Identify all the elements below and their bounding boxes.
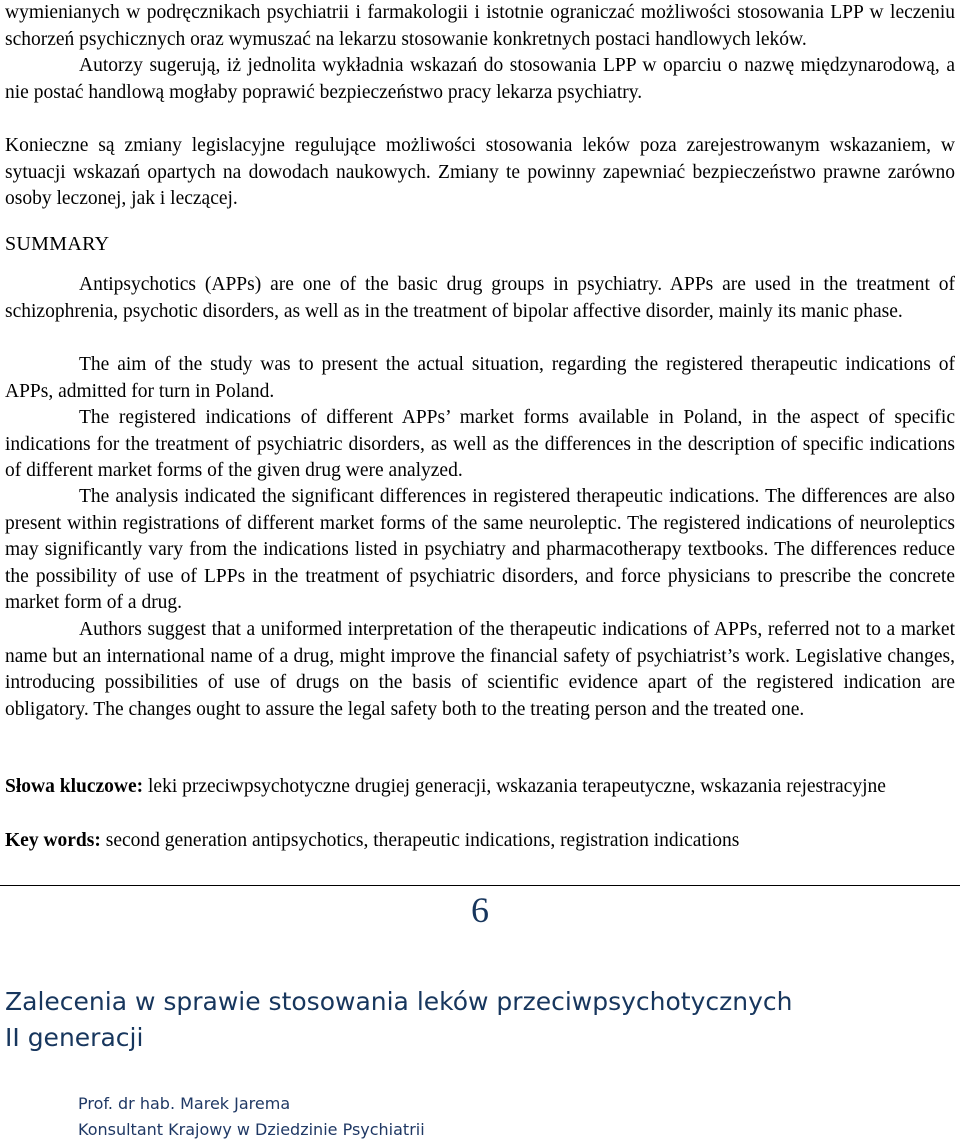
polish-paragraph-authors: Autorzy sugerują, iż jednolita wykładnia wskazań do stosowania LPP w oparciu o nazwę międzynarodową, a nie postać handlową mogłaby poprawić bezpieczeństwo pracy lekarza psychiatry. <box>5 55 955 103</box>
summary-paragraph-4: The analysis indicated the significant differences in registered therapeutic indications. The differences are also present within registrations of different market forms of the same neuroleptic. The registered indications of neuroleptics may significantly vary from the indications listed in psychiatry and pharmacotherapy textbooks. The differences reduce the possibility of use of LPPs in the treatment of psychiatric disorders, and force physicians to prescribe the concrete market form of a drug. <box>5 486 955 614</box>
author-name: Prof. dr hab. Marek Jarema <box>78 1094 291 1113</box>
keywords-polish-label: Słowa kluczowe: <box>5 776 144 797</box>
next-document-title-line-1: Zalecenia w sprawie stosowania leków przeciwpsychotycznych <box>5 987 793 1016</box>
keywords-english <box>5 828 955 855</box>
summary-paragraph-3: The registered indications of different APPs’ market forms available in Poland, in the aspect of specific indications for the treatment of psychiatric disorders, as well as the differences in the description of specific indications of different market forms of the given drug were analyzed. <box>5 407 955 482</box>
summary-paragraph-5: Authors suggest that a uniformed interpretation of the therapeutic indications of APPs, referred not to a market name but an international name of a drug, might improve the financial safety of psychiatrist’s work. Legislative changes, introducing possibilities of use of drugs on the basis of scientific evidence apart of the registered indication are obligatory. The changes ought to assure the legal safety both to the treating person and the treated one. <box>5 619 955 720</box>
next-document-title <box>5 984 945 1056</box>
author-role: Konsultant Krajowy w Dziedzinie Psychiatrii <box>78 1120 425 1139</box>
keywords-polish <box>5 774 955 801</box>
page-divider <box>0 885 960 886</box>
page-number: 6 <box>471 890 489 930</box>
summary-heading: SUMMARY <box>5 233 110 255</box>
keywords-polish-text: leki przeciwpsychotyczne drugiej generacji, wskazania terapeutyczne, wskazania rejestracyjne <box>143 776 886 797</box>
summary-paragraph-2: The aim of the study was to present the actual situation, regarding the registered therapeutic indications of APPs, admitted for turn in Poland. <box>5 354 955 402</box>
keywords-english-label: Key words: <box>5 830 101 851</box>
next-document-title-line-2: II generacji <box>5 1023 144 1052</box>
keywords-english-text: second generation antipsychotics, therapeutic indications, registration indications <box>100 830 740 851</box>
summary-paragraph-1: Antipsychotics (APPs) are one of the basic drug groups in psychiatry. APPs are used in the treatment of schizophrenia, psychotic disorders, as well as in the treatment of bipolar affective disorder, mainly its manic phase. <box>5 274 955 322</box>
polish-paragraph-intro: wymienianych w podręcznikach psychiatrii i farmakologii i istotnie ograniczać możliwości stosowania LPP w leczeniu schorzeń psychicznych oraz wymuszać na lekarzu stosowanie konkretnych postaci handlowych leków. <box>5 2 955 50</box>
polish-paragraph-legislation: Konieczne są zmiany legislacyjne regulujące możliwości stosowania leków poza zarejestrowanym wskazaniem, w sytuacji wskazań opartych na dowodach naukowych. Zmiany te powinny zapewniać bezpieczeństwo prawne zarówno osoby leczonej, jak i leczącej. <box>5 135 955 210</box>
